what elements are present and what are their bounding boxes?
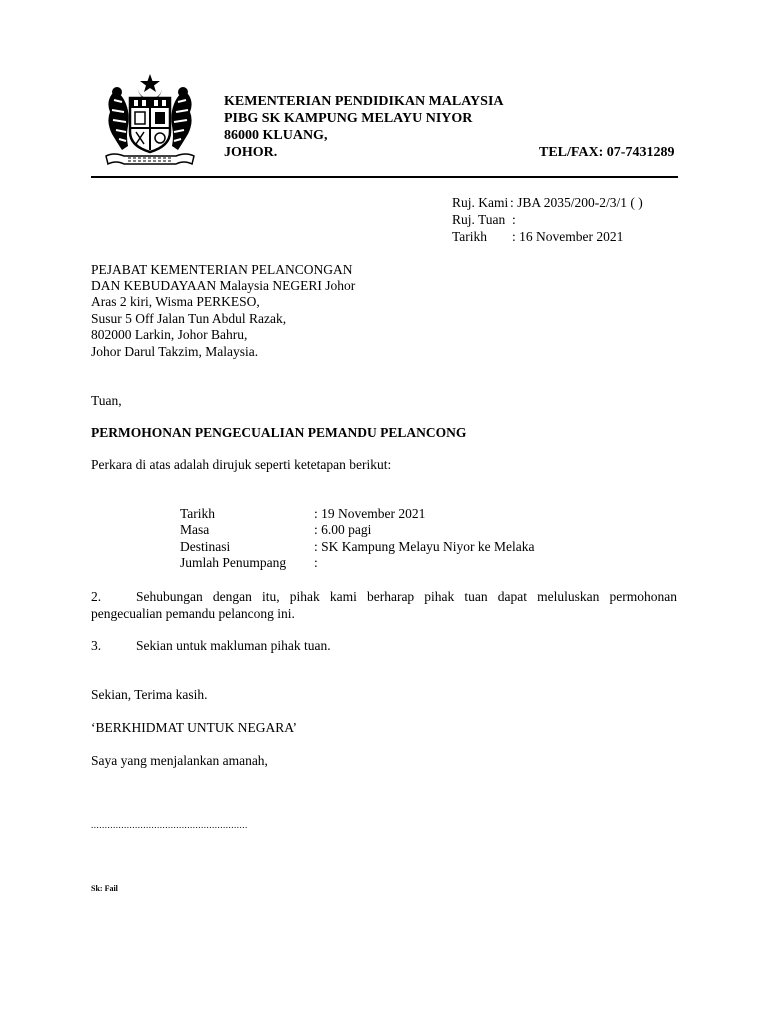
ref-tarikh-label: Tarikh bbox=[452, 229, 488, 244]
detail-label: Masa bbox=[180, 522, 210, 537]
detail-value: : 19 November 2021 bbox=[314, 506, 426, 521]
header-divider bbox=[91, 176, 678, 178]
detail-value: : 6.00 pagi bbox=[314, 522, 372, 537]
ref-ruj-kami-label: Ruj. Kami bbox=[452, 195, 509, 210]
recipient-line-3: Aras 2 kiri, Wisma PERKESO, bbox=[91, 294, 260, 309]
school-name: PIBG SK KAMPUNG MELAYU NIYOR bbox=[224, 111, 473, 126]
para-3-text: Sekian untuk makluman pihak tuan. bbox=[136, 638, 331, 653]
motto: ‘BERKHIDMAT UNTUK NEGARA’ bbox=[91, 720, 297, 735]
closing-text: Sekian, Terima kasih. bbox=[91, 687, 208, 702]
recipient-line-5: 802000 Larkin, Johor Bahru, bbox=[91, 327, 248, 342]
ref-tarikh-value: : 16 November 2021 bbox=[512, 229, 624, 244]
signature-line: ......................................................... bbox=[91, 820, 248, 830]
cc-file: Sk: Fail bbox=[91, 884, 118, 893]
para-2-continuation: pengecualian pemandu pelancong ini. bbox=[91, 606, 295, 621]
detail-row-masa bbox=[180, 521, 371, 538]
ref-ruj-kami bbox=[452, 194, 643, 211]
salutation: Tuan, bbox=[91, 393, 122, 408]
detail-label: Destinasi bbox=[180, 539, 231, 554]
detail-row-destinasi bbox=[180, 538, 534, 555]
coat-of-arms-logo bbox=[100, 72, 200, 172]
recipient-line-4: Susur 5 Off Jalan Tun Abdul Razak, bbox=[91, 311, 287, 326]
ref-ruj-tuan-value: : bbox=[512, 212, 516, 227]
ref-ruj-kami-value: : JBA 2035/200-2/3/1 ( ) bbox=[510, 195, 643, 210]
detail-value: : SK Kampung Melayu Niyor ke Melaka bbox=[314, 539, 535, 554]
para-2-number: 2. bbox=[91, 589, 102, 604]
ref-ruj-tuan bbox=[452, 211, 516, 228]
ministry-name: KEMENTERIAN PENDIDIKAN MALAYSIA bbox=[224, 94, 504, 109]
recipient-line-2: DAN KEBUDAYAAN Malaysia NEGERI Johor bbox=[91, 278, 356, 293]
para-3-number: 3. bbox=[91, 638, 102, 653]
letter-subject: PERMOHONAN PENGECUALIAN PEMANDU PELANCONG bbox=[91, 425, 467, 440]
state-name: JOHOR. bbox=[224, 145, 278, 160]
recipient-line-6: Johor Darul Takzim, Malaysia. bbox=[91, 344, 259, 359]
recipient-line-1: PEJABAT KEMENTERIAN PELANCONGAN bbox=[91, 262, 353, 277]
ref-ruj-tuan-label: Ruj. Tuan bbox=[452, 212, 506, 227]
trust-line: Saya yang menjalankan amanah, bbox=[91, 753, 268, 768]
postcode-city: 86000 KLUANG, bbox=[224, 128, 328, 143]
detail-label: Tarikh bbox=[180, 506, 216, 521]
detail-value: : bbox=[314, 555, 318, 570]
tel-fax: TEL/FAX: 07-7431289 bbox=[539, 145, 675, 160]
intro-text: Perkara di atas adalah dirujuk seperti ketetapan berikut: bbox=[91, 457, 392, 472]
detail-row-tarikh bbox=[180, 505, 425, 522]
detail-row-jumlah-penumpang bbox=[180, 554, 318, 571]
para-2-first-line: Sehubungan dengan itu, pihak kami berharap pihak tuan dapat meluluskan permohonan bbox=[136, 589, 677, 604]
ref-tarikh bbox=[452, 228, 623, 245]
detail-label: Jumlah Penumpang bbox=[180, 555, 287, 570]
